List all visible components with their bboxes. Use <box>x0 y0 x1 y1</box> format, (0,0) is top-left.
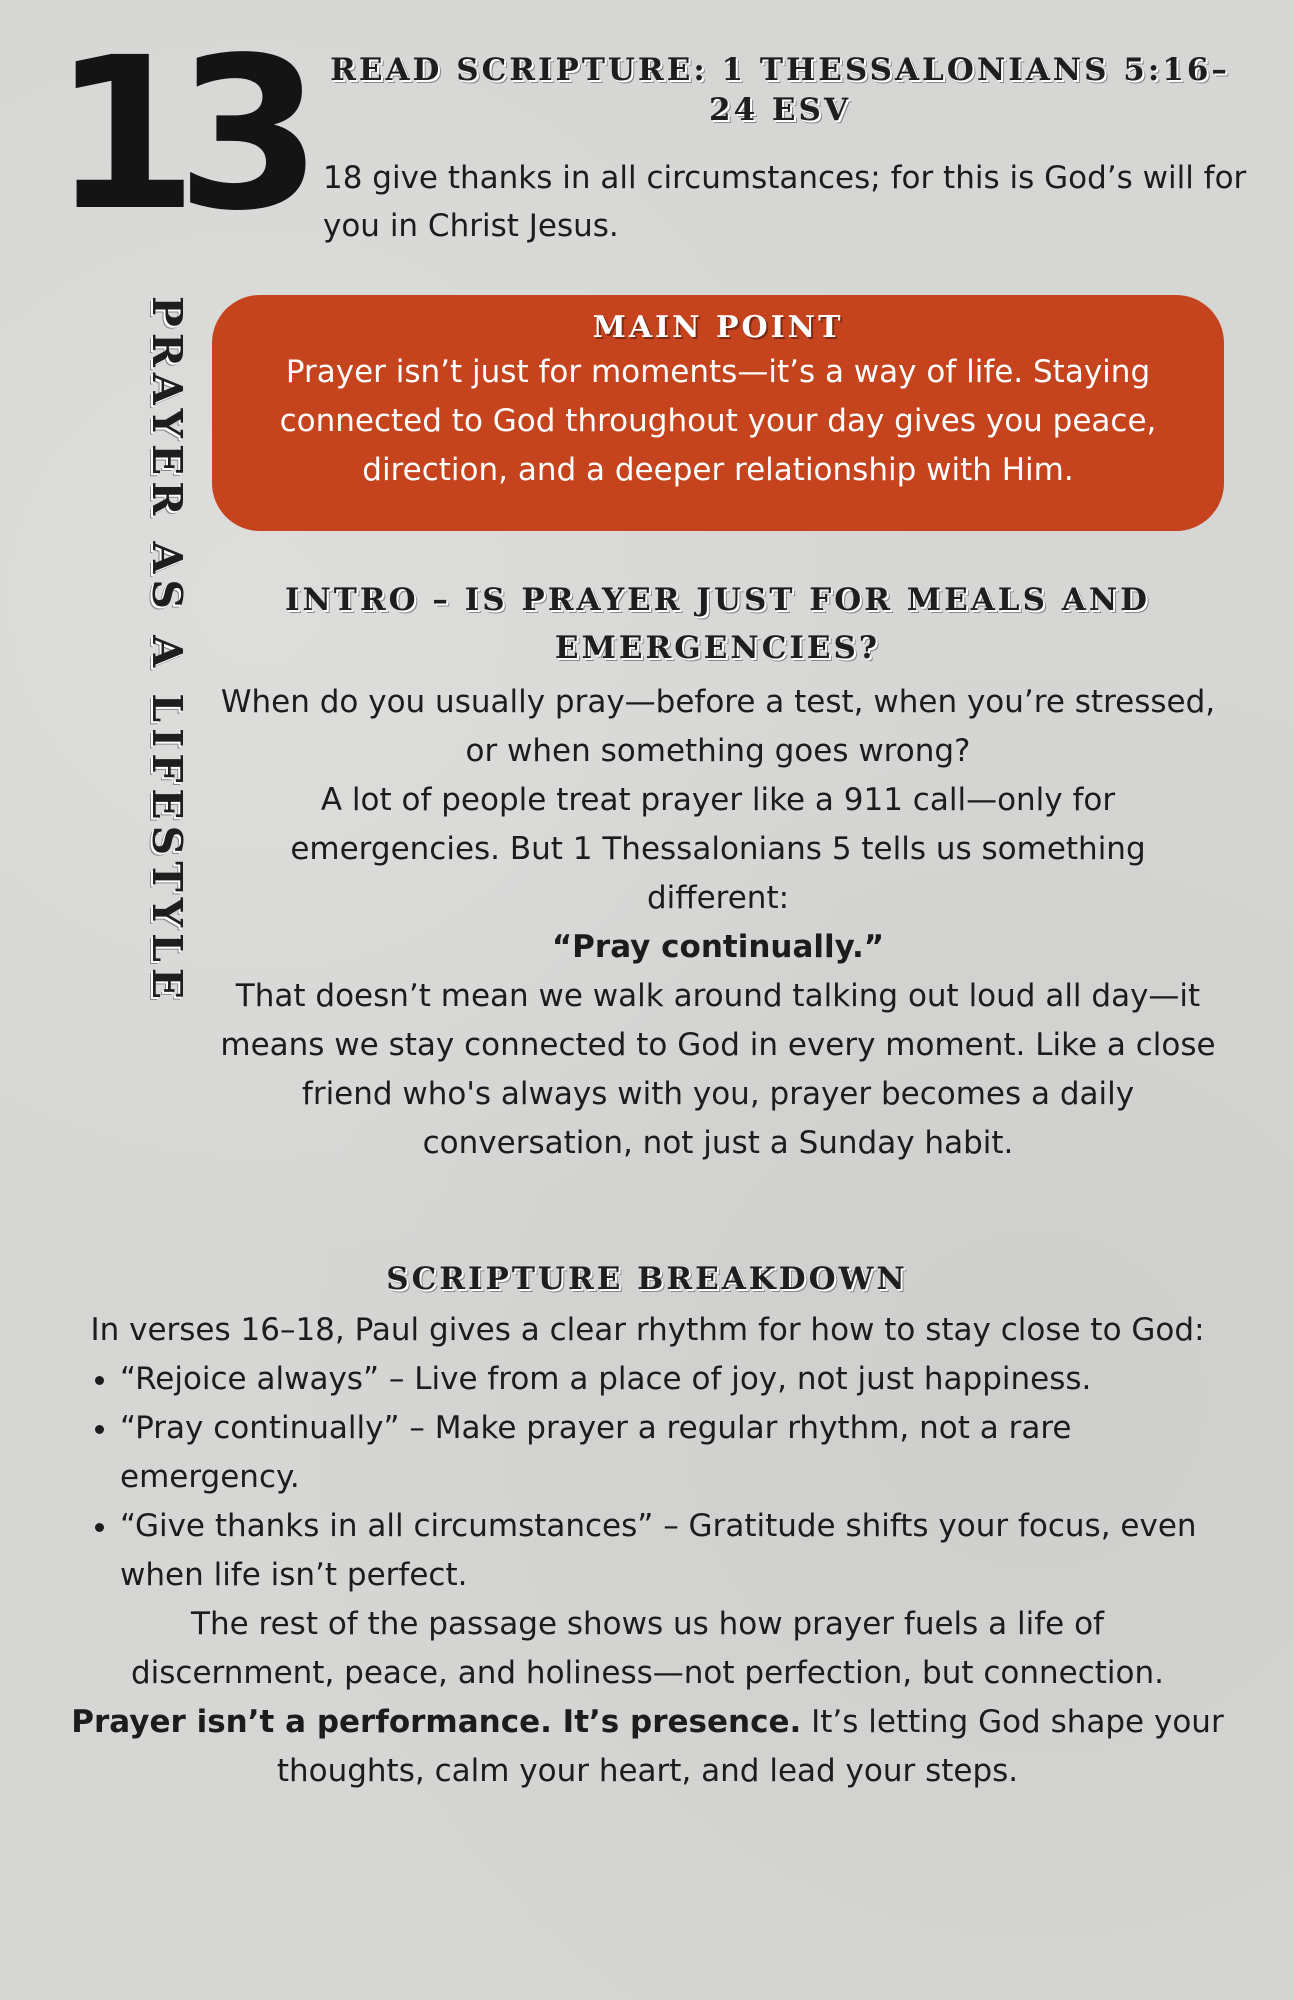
breakdown-closing <box>60 1698 1235 1796</box>
intro-quote: “Pray continually.” <box>551 929 885 965</box>
scripture-heading: READ SCRIPTURE: 1 THESSALONIANS 5:16–24 ESV <box>330 52 1230 128</box>
closing-bold: Prayer isn’t a performance. It’s presence. <box>71 1704 802 1740</box>
breakdown-rest: The rest of the passage shows us how prayer fuels a life of discernment, peace, and holiness—not perfection, but connection. <box>130 1606 1165 1691</box>
list-item: • “Give thanks in all circumstances” – Gratitude shifts your focus, even when life isn’t perfect. <box>120 1502 1235 1600</box>
list-item: • “Pray continually” – Make prayer a regular rhythm, not a rare emergency. <box>120 1404 1235 1502</box>
breakdown-intro: In verses 16–18, Paul gives a clear rhythm for how to stay close to God: <box>90 1312 1205 1348</box>
main-point-box <box>212 295 1224 531</box>
lesson-number: 13 <box>52 12 301 257</box>
intro-paragraph-1: When do you usually pray—before a test, when you’re stressed, or when something goes wrong? <box>220 684 1216 769</box>
main-point-heading: MAIN POINT <box>592 310 844 345</box>
intro-paragraph-3: That doesn’t mean we walk around talking out loud all day—it means we stay connected to God in every moment. Like a close friend who's always with you, prayer becomes a daily conversation, not just a Sunday habit. <box>220 978 1216 1161</box>
main-point-text: Prayer isn’t just for moments—it’s a way of life. Staying connected to God throughout your day gives you peace, direction, and a deeper relationship with Him. <box>279 354 1157 488</box>
breakdown-heading: SCRIPTURE BREAKDOWN <box>386 1261 908 1297</box>
breakdown-body <box>60 1306 1235 1796</box>
breakdown-list <box>60 1355 1235 1600</box>
list-item: • “Rejoice always” – Live from a place of joy, not just happiness. <box>120 1355 1235 1404</box>
intro-paragraph-2: A lot of people treat prayer like a 911 call—only for emergencies. But 1 Thessalonians 5 tells us something different: <box>290 782 1146 916</box>
scripture-verse: 18 give thanks in all circumstances; for this is God’s will for you in Christ Jesus. <box>323 160 1247 244</box>
intro-heading: INTRO – IS PRAYER JUST FOR MEALS AND EMERGENCIES? <box>284 582 1151 666</box>
closing-text: It’s letting God shape your thoughts, calm your heart, and lead your steps. <box>276 1704 1224 1789</box>
side-title-text: PRAYER AS A LIFESTYLE <box>143 296 191 1006</box>
intro-body <box>218 678 1218 1168</box>
